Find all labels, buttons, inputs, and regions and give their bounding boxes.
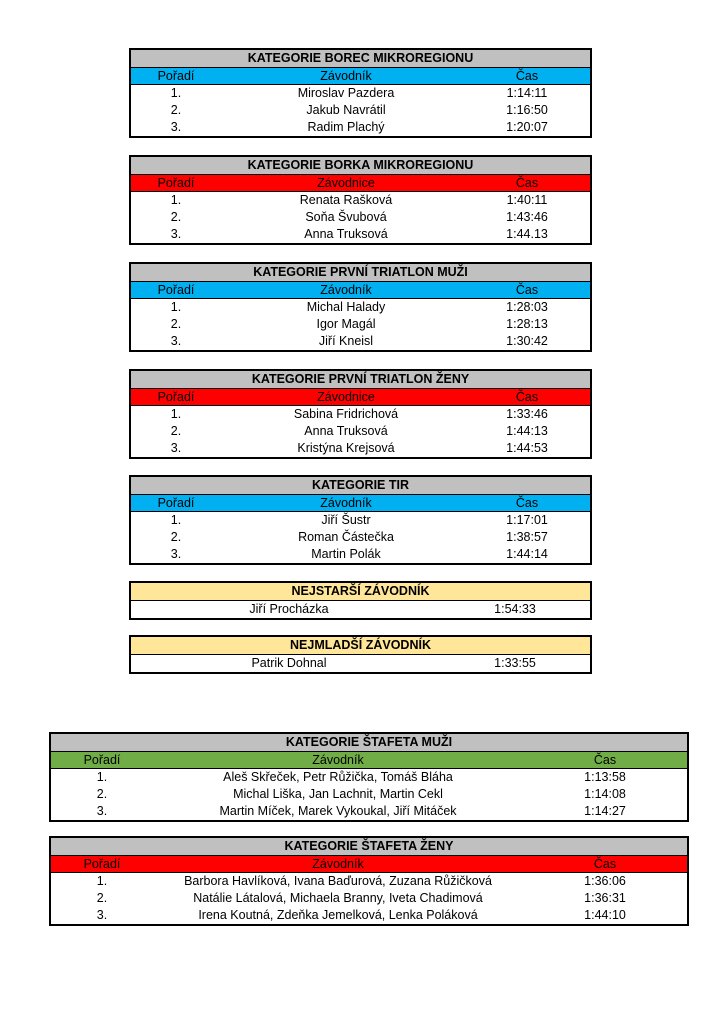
table-stafeta-zeny bbox=[49, 836, 689, 926]
table-borec-mikroregionu bbox=[129, 48, 592, 138]
name-cell: Kristýna Krejsová bbox=[297, 441, 395, 455]
time-cell: 1:16:50 bbox=[506, 103, 548, 117]
table-row bbox=[131, 601, 590, 618]
time-cell: 1:44:10 bbox=[584, 908, 626, 922]
header-time: Čas bbox=[515, 176, 539, 190]
time-cell: 1:28:13 bbox=[506, 317, 548, 331]
time-cell: 1:33:55 bbox=[494, 656, 536, 670]
table-title: KATEGORIE BORKA MIKROREGIONU bbox=[131, 157, 590, 175]
rank-cell: 2. bbox=[170, 210, 182, 224]
time-cell: 1:38:57 bbox=[506, 530, 548, 544]
table-row bbox=[51, 769, 687, 786]
rank-cell: 3. bbox=[170, 334, 182, 348]
table-header bbox=[131, 282, 590, 299]
rank-cell: 2. bbox=[96, 891, 108, 905]
name-cell: Radim Plachý bbox=[307, 120, 385, 134]
table-title: KATEGORIE PRVNÍ TRIATLON ŽENY bbox=[131, 371, 590, 389]
rank-cell: 1. bbox=[96, 874, 108, 888]
header-name: Závodník bbox=[320, 496, 372, 510]
table-row bbox=[131, 440, 590, 457]
table-row bbox=[131, 316, 590, 333]
name-cell: Igor Magál bbox=[316, 317, 376, 331]
rank-cell: 1. bbox=[170, 86, 182, 100]
table-row bbox=[51, 890, 687, 907]
rank-cell: 2. bbox=[170, 103, 182, 117]
time-cell: 1:44.13 bbox=[506, 227, 548, 241]
name-cell: Miroslav Pazdera bbox=[297, 86, 395, 100]
table-title: NEJMLADŠÍ ZÁVODNÍK bbox=[131, 637, 590, 655]
name-cell: Anna Truksová bbox=[304, 424, 388, 438]
table-row bbox=[131, 102, 590, 119]
header-time: Čas bbox=[515, 283, 539, 297]
rank-cell: 3. bbox=[170, 227, 182, 241]
header-rank: Pořadí bbox=[157, 176, 195, 190]
name-cell: Martin Míček, Marek Vykoukal, Jiří Mitáček bbox=[219, 804, 457, 818]
table-borka-mikroregionu bbox=[129, 155, 592, 245]
time-cell: 1:28:03 bbox=[506, 300, 548, 314]
name-cell: Patrik Dohnal bbox=[251, 656, 327, 670]
table-row bbox=[131, 655, 590, 672]
header-time: Čas bbox=[515, 390, 539, 404]
table-row bbox=[131, 529, 590, 546]
header-rank: Pořadí bbox=[157, 390, 195, 404]
table-row bbox=[131, 512, 590, 529]
header-time: Čas bbox=[515, 496, 539, 510]
header-time: Čas bbox=[593, 753, 617, 767]
table-header bbox=[51, 856, 687, 873]
header-name: Závodník bbox=[320, 283, 372, 297]
time-cell: 1:33:46 bbox=[506, 407, 548, 421]
header-rank: Pořadí bbox=[157, 496, 195, 510]
time-cell: 1:54:33 bbox=[494, 602, 536, 616]
header-time: Čas bbox=[515, 69, 539, 83]
rank-cell: 2. bbox=[170, 317, 182, 331]
table-row bbox=[131, 209, 590, 226]
table-title: KATEGORIE TIR bbox=[131, 477, 590, 495]
header-rank: Pořadí bbox=[83, 857, 121, 871]
table-row bbox=[131, 299, 590, 316]
table-title: KATEGORIE PRVNÍ TRIATLON MUŽI bbox=[131, 264, 590, 282]
table-tir bbox=[129, 475, 592, 565]
table-row bbox=[131, 546, 590, 563]
table-header bbox=[131, 389, 590, 406]
time-cell: 1:40:11 bbox=[506, 193, 548, 207]
rank-cell: 3. bbox=[170, 120, 182, 134]
time-cell: 1:14:08 bbox=[584, 787, 626, 801]
name-cell: Natálie Látalová, Michaela Branny, Iveta Chadimová bbox=[193, 891, 483, 905]
table-row bbox=[51, 786, 687, 803]
time-cell: 1:20:07 bbox=[506, 120, 548, 134]
header-rank: Pořadí bbox=[83, 753, 121, 767]
name-cell: Jakub Navrátil bbox=[306, 103, 386, 117]
name-cell: Martin Polák bbox=[311, 547, 381, 561]
table-title: KATEGORIE ŠTAFETA ŽENY bbox=[51, 838, 687, 856]
time-cell: 1:14:11 bbox=[506, 86, 548, 100]
rank-cell: 3. bbox=[96, 908, 108, 922]
name-cell: Jiří Procházka bbox=[249, 602, 329, 616]
time-cell: 1:14:27 bbox=[584, 804, 626, 818]
header-name: Závodník bbox=[312, 857, 364, 871]
name-cell: Jiří Kneisl bbox=[318, 334, 374, 348]
header-time: Čas bbox=[593, 857, 617, 871]
name-cell: Jiří Šustr bbox=[321, 513, 371, 527]
rank-cell: 3. bbox=[170, 547, 182, 561]
name-cell: Irena Koutná, Zdeňka Jemelková, Lenka Poláková bbox=[198, 908, 478, 922]
name-cell: Soňa Švubová bbox=[305, 210, 387, 224]
rank-cell: 3. bbox=[170, 441, 182, 455]
table-title: KATEGORIE BOREC MIKROREGIONU bbox=[131, 50, 590, 68]
table-row bbox=[131, 85, 590, 102]
rank-cell: 3. bbox=[96, 804, 108, 818]
name-cell: Michal Liška, Jan Lachnit, Martin Cekl bbox=[233, 787, 443, 801]
rank-cell: 2. bbox=[96, 787, 108, 801]
header-name: Závodnice bbox=[317, 390, 375, 404]
time-cell: 1:36:06 bbox=[584, 874, 626, 888]
name-cell: Sabina Fridrichová bbox=[293, 407, 399, 421]
rank-cell: 1. bbox=[170, 513, 182, 527]
table-nejstarsi-zavodnik bbox=[129, 581, 592, 620]
table-stafeta-muzi bbox=[49, 732, 689, 822]
name-cell: Barbora Havlíková, Ivana Baďurová, Zuzana Růžičková bbox=[184, 874, 492, 888]
rank-cell: 1. bbox=[170, 193, 182, 207]
header-name: Závodnice bbox=[317, 176, 375, 190]
table-header bbox=[131, 68, 590, 85]
table-row bbox=[51, 873, 687, 890]
table-prvni-triatlon-zeny bbox=[129, 369, 592, 459]
table-title: KATEGORIE ŠTAFETA MUŽI bbox=[51, 734, 687, 752]
table-row bbox=[131, 333, 590, 350]
name-cell: Michal Halady bbox=[306, 300, 386, 314]
name-cell: Renata Rašková bbox=[299, 193, 393, 207]
name-cell: Roman Částečka bbox=[298, 530, 394, 544]
time-cell: 1:17:01 bbox=[506, 513, 548, 527]
table-row bbox=[131, 192, 590, 209]
rank-cell: 1. bbox=[170, 300, 182, 314]
table-nejmladsi-zavodnik bbox=[129, 635, 592, 674]
table-row bbox=[131, 119, 590, 136]
time-cell: 1:43:46 bbox=[506, 210, 548, 224]
name-cell: Aleš Skřeček, Petr Růžička, Tomáš Bláha bbox=[223, 770, 453, 784]
rank-cell: 1. bbox=[170, 407, 182, 421]
table-prvni-triatlon-muzi bbox=[129, 262, 592, 352]
rank-cell: 1. bbox=[96, 770, 108, 784]
header-rank: Pořadí bbox=[157, 69, 195, 83]
table-title: NEJSTARŠÍ ZÁVODNÍK bbox=[131, 583, 590, 601]
time-cell: 1:44:14 bbox=[506, 547, 548, 561]
name-cell: Anna Truksová bbox=[304, 227, 388, 241]
time-cell: 1:44:53 bbox=[506, 441, 548, 455]
header-name: Závodník bbox=[312, 753, 364, 767]
header-name: Závodník bbox=[320, 69, 372, 83]
table-header bbox=[51, 752, 687, 769]
table-row bbox=[51, 907, 687, 924]
time-cell: 1:44:13 bbox=[506, 424, 548, 438]
table-row bbox=[51, 803, 687, 820]
rank-cell: 2. bbox=[170, 530, 182, 544]
table-row bbox=[131, 226, 590, 243]
time-cell: 1:30:42 bbox=[506, 334, 548, 348]
table-row bbox=[131, 423, 590, 440]
table-header bbox=[131, 175, 590, 192]
table-header bbox=[131, 495, 590, 512]
table-row bbox=[131, 406, 590, 423]
rank-cell: 2. bbox=[170, 424, 182, 438]
time-cell: 1:13:58 bbox=[584, 770, 626, 784]
header-rank: Pořadí bbox=[157, 283, 195, 297]
time-cell: 1:36:31 bbox=[584, 891, 626, 905]
